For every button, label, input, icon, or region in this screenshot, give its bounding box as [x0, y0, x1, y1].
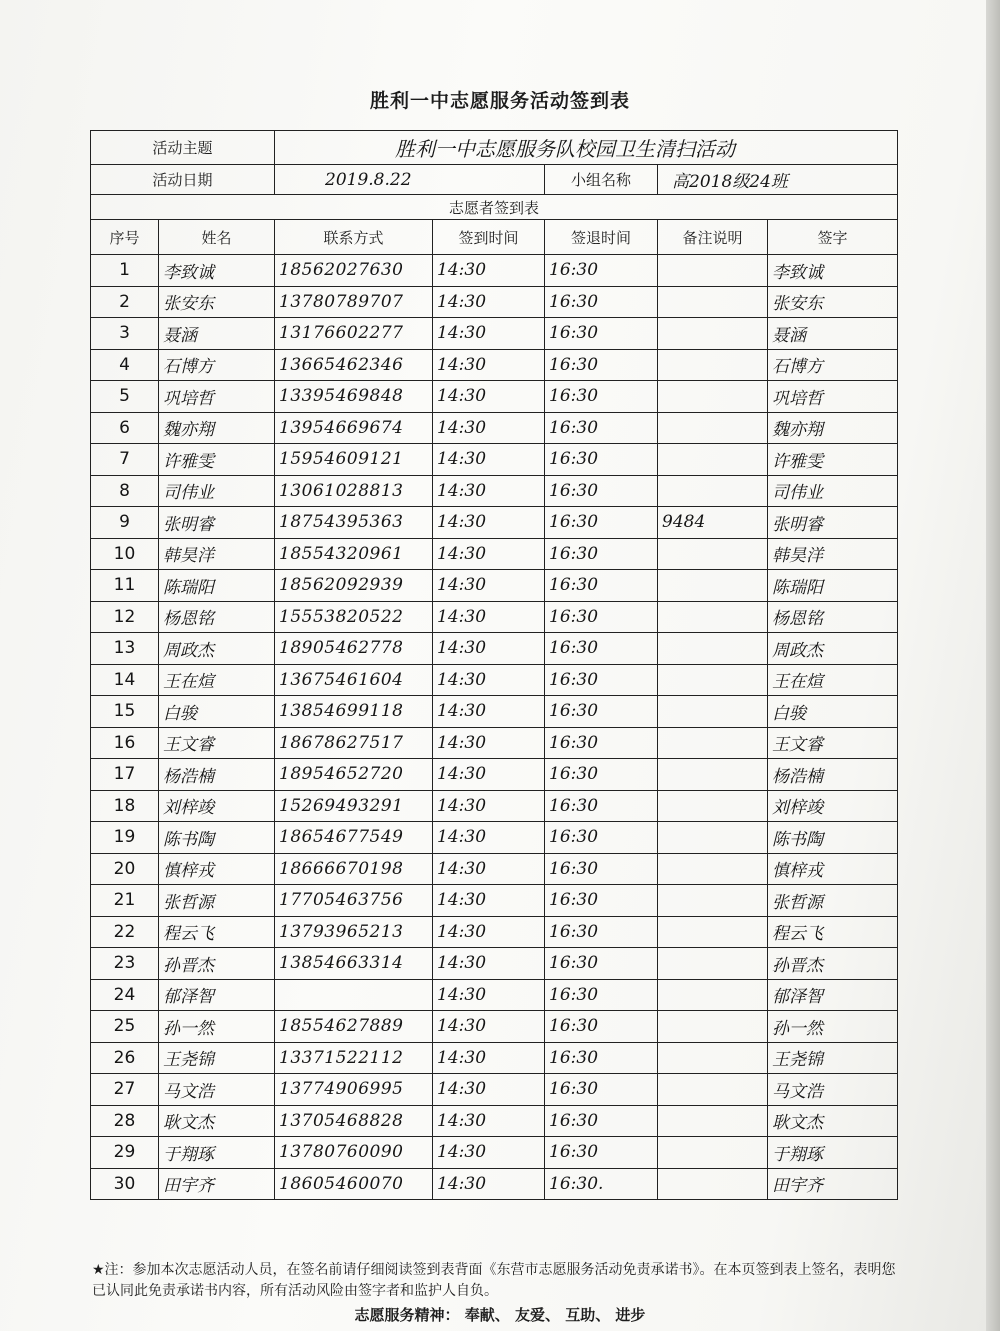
- volunteer-name: 魏亦翔: [159, 412, 275, 444]
- contact-phone: 18554627889: [275, 1011, 433, 1043]
- checkin-time: 14:30: [433, 790, 545, 822]
- signature: 田宇齐: [768, 1168, 898, 1200]
- checkin-time: 14:30: [433, 633, 545, 665]
- contact-phone: 13061028813: [275, 475, 433, 507]
- signature: 程云飞: [768, 916, 898, 948]
- table-row: [91, 1074, 898, 1106]
- table-header-row: [91, 220, 898, 255]
- signature: 马文浩: [768, 1074, 898, 1106]
- volunteer-name: 张哲源: [159, 885, 275, 917]
- volunteer-name: 于翔琢: [159, 1137, 275, 1169]
- remark: 9484: [658, 507, 768, 539]
- remark: [658, 1074, 768, 1106]
- remark: [658, 727, 768, 759]
- checkout-time: 16:30: [545, 1074, 658, 1106]
- remark: [658, 1105, 768, 1137]
- signature: 张哲源: [768, 885, 898, 917]
- signature: 周政杰: [768, 633, 898, 665]
- signature: 王在煊: [768, 664, 898, 696]
- table-row: [91, 286, 898, 318]
- header-checkin: 签到时间: [433, 220, 545, 255]
- checkin-time: 14:30: [433, 1168, 545, 1200]
- table-row: [91, 790, 898, 822]
- row-index: 10: [91, 538, 159, 570]
- checkout-time: 16:30: [545, 255, 658, 287]
- row-index: 4: [91, 349, 159, 381]
- row-index: 1: [91, 255, 159, 287]
- checkout-time: 16:30: [545, 853, 658, 885]
- remark: [658, 759, 768, 791]
- contact-phone: 18754395363: [275, 507, 433, 539]
- contact-phone: 13793965213: [275, 916, 433, 948]
- page-title: 胜利一中志愿服务活动签到表: [369, 90, 630, 112]
- header-signature: 签字: [768, 220, 898, 255]
- row-index: 12: [91, 601, 159, 633]
- table-row: [91, 444, 898, 476]
- signature: 孙晋杰: [768, 948, 898, 980]
- volunteer-name: 孙一然: [159, 1011, 275, 1043]
- table-row: [91, 853, 898, 885]
- activity-theme-value: 胜利一中志愿服务队校园卫生清扫活动: [275, 131, 898, 165]
- signature: 巩培哲: [768, 381, 898, 413]
- remark: [658, 444, 768, 476]
- checkout-time: 16:30: [545, 696, 658, 728]
- checkin-time: 14:30: [433, 853, 545, 885]
- remark: [658, 318, 768, 350]
- remark: [658, 1137, 768, 1169]
- remark: [658, 255, 768, 287]
- contact-phone: 17705463756: [275, 885, 433, 917]
- contact-phone: 18554320961: [275, 538, 433, 570]
- checkin-time: 14:30: [433, 570, 545, 602]
- checkin-time: 14:30: [433, 412, 545, 444]
- table-row: [91, 1105, 898, 1137]
- contact-phone: 18605460070: [275, 1168, 433, 1200]
- signature: 陈书陶: [768, 822, 898, 854]
- volunteer-name: 孙晋杰: [159, 948, 275, 980]
- checkout-time: 16:30: [545, 1042, 658, 1074]
- contact-phone: 15553820522: [275, 601, 433, 633]
- signature: 许雅雯: [768, 444, 898, 476]
- contact-phone: 18654677549: [275, 822, 433, 854]
- checkin-time: 14:30: [433, 727, 545, 759]
- checkin-time: 14:30: [433, 948, 545, 980]
- table-row: [91, 1137, 898, 1169]
- group-name-value: 高2018级24班: [658, 165, 898, 195]
- row-index: 9: [91, 507, 159, 539]
- row-index: 6: [91, 412, 159, 444]
- checkout-time: 16:30: [545, 286, 658, 318]
- volunteer-name: 周政杰: [159, 633, 275, 665]
- paper-edge: [986, 0, 1000, 1331]
- checkin-time: 14:30: [433, 696, 545, 728]
- activity-date-value: 2019.8.22: [275, 165, 545, 195]
- signature: 耿文杰: [768, 1105, 898, 1137]
- signature: 慎梓戎: [768, 853, 898, 885]
- checkout-time: 16:30: [545, 570, 658, 602]
- contact-phone: 13665462346: [275, 349, 433, 381]
- signature: 李致诚: [768, 255, 898, 287]
- volunteer-name: 巩培哲: [159, 381, 275, 413]
- contact-phone: 13854699118: [275, 696, 433, 728]
- table-row: [91, 979, 898, 1011]
- table-row: [91, 1011, 898, 1043]
- checkout-time: 16:30: [545, 538, 658, 570]
- checkout-time: 16:30: [545, 664, 658, 696]
- table-row: [91, 349, 898, 381]
- checkin-time: 14:30: [433, 916, 545, 948]
- row-index: 18: [91, 790, 159, 822]
- checkout-time: 16:30: [545, 475, 658, 507]
- checkin-time: 14:30: [433, 255, 545, 287]
- row-index: 26: [91, 1042, 159, 1074]
- table-row: [91, 727, 898, 759]
- checkout-time: 16:30: [545, 633, 658, 665]
- table-row: [91, 507, 898, 539]
- row-index: 8: [91, 475, 159, 507]
- contact-phone: 18954652720: [275, 759, 433, 791]
- signature: 魏亦翔: [768, 412, 898, 444]
- checkin-time: 14:30: [433, 664, 545, 696]
- table-row: [91, 538, 898, 570]
- signature: 郁泽智: [768, 979, 898, 1011]
- activity-theme-row: [91, 131, 898, 165]
- row-index: 30: [91, 1168, 159, 1200]
- volunteer-name: 张安东: [159, 286, 275, 318]
- remark: [658, 570, 768, 602]
- volunteer-name: 王文睿: [159, 727, 275, 759]
- checkin-time: 14:30: [433, 286, 545, 318]
- table-row: [91, 916, 898, 948]
- contact-phone: 13176602277: [275, 318, 433, 350]
- checkin-time: 14:30: [433, 1137, 545, 1169]
- checkout-time: 16:30: [545, 412, 658, 444]
- checkout-time: 16:30: [545, 507, 658, 539]
- table-row: [91, 664, 898, 696]
- signature: 于翔琢: [768, 1137, 898, 1169]
- contact-phone: 18562027630: [275, 255, 433, 287]
- checkin-time: 14:30: [433, 601, 545, 633]
- contact-phone: 13854663314: [275, 948, 433, 980]
- row-index: 22: [91, 916, 159, 948]
- row-index: 19: [91, 822, 159, 854]
- contact-phone: 13705468828: [275, 1105, 433, 1137]
- volunteer-name: 陈瑞阳: [159, 570, 275, 602]
- checkout-time: 16:30: [545, 916, 658, 948]
- checkin-time: 14:30: [433, 349, 545, 381]
- row-index: 21: [91, 885, 159, 917]
- remark: [658, 538, 768, 570]
- row-index: 25: [91, 1011, 159, 1043]
- volunteer-name: 许雅雯: [159, 444, 275, 476]
- checkin-time: 14:30: [433, 979, 545, 1011]
- checkout-time: 16:30: [545, 349, 658, 381]
- volunteer-name: 王尧锦: [159, 1042, 275, 1074]
- remark: [658, 1011, 768, 1043]
- row-index: 7: [91, 444, 159, 476]
- table-row: [91, 570, 898, 602]
- volunteer-name: 王在煊: [159, 664, 275, 696]
- row-index: 16: [91, 727, 159, 759]
- contact-phone: 18562092939: [275, 570, 433, 602]
- volunteer-name: 慎梓戎: [159, 853, 275, 885]
- checkout-time: 16:30: [545, 790, 658, 822]
- contact-phone: 18666670198: [275, 853, 433, 885]
- volunteer-name: 马文浩: [159, 1074, 275, 1106]
- table-row: [91, 822, 898, 854]
- table-row: [91, 601, 898, 633]
- header-name: 姓名: [159, 220, 275, 255]
- signature: 白骏: [768, 696, 898, 728]
- remark: [658, 475, 768, 507]
- signature: 张明睿: [768, 507, 898, 539]
- group-name-label: 小组名称: [545, 165, 658, 195]
- row-index: 11: [91, 570, 159, 602]
- table-row: [91, 885, 898, 917]
- header-contact: 联系方式: [275, 220, 433, 255]
- signature: 韩昊洋: [768, 538, 898, 570]
- checkout-time: 16:30.: [545, 1168, 658, 1200]
- table-row: [91, 381, 898, 413]
- volunteer-name: 李致诚: [159, 255, 275, 287]
- volunteer-name: 韩昊洋: [159, 538, 275, 570]
- contact-phone: 13780789707: [275, 286, 433, 318]
- checkout-time: 16:30: [545, 1137, 658, 1169]
- checkout-time: 16:30: [545, 885, 658, 917]
- row-index: 15: [91, 696, 159, 728]
- checkout-time: 16:30: [545, 601, 658, 633]
- section-title: 志愿者签到表: [91, 195, 898, 220]
- row-index: 23: [91, 948, 159, 980]
- remark: [658, 979, 768, 1011]
- volunteer-name: 刘梓竣: [159, 790, 275, 822]
- checkin-time: 14:30: [433, 1105, 545, 1137]
- table-row: [91, 948, 898, 980]
- table-row: [91, 1168, 898, 1200]
- row-index: 5: [91, 381, 159, 413]
- remark: [658, 664, 768, 696]
- contact-phone: 13954669674: [275, 412, 433, 444]
- volunteer-name: 杨恩铭: [159, 601, 275, 633]
- contact-phone: 13371522112: [275, 1042, 433, 1074]
- volunteer-name: 张明睿: [159, 507, 275, 539]
- table-row: [91, 255, 898, 287]
- volunteer-name: 聂涵: [159, 318, 275, 350]
- table-row: [91, 1042, 898, 1074]
- table-row: [91, 475, 898, 507]
- header-checkout: 签退时间: [545, 220, 658, 255]
- remark: [658, 1168, 768, 1200]
- signature: 聂涵: [768, 318, 898, 350]
- table-row: [91, 412, 898, 444]
- signature: 张安东: [768, 286, 898, 318]
- contact-phone: 18678627517: [275, 727, 433, 759]
- table-row: [91, 633, 898, 665]
- volunteer-name: 司伟业: [159, 475, 275, 507]
- section-title-row: [91, 195, 898, 220]
- checkout-time: 16:30: [545, 979, 658, 1011]
- checkin-time: 14:30: [433, 507, 545, 539]
- remark: [658, 349, 768, 381]
- contact-phone: 13774906995: [275, 1074, 433, 1106]
- remark: [658, 1042, 768, 1074]
- volunteer-name: 郁泽智: [159, 979, 275, 1011]
- checkin-time: 14:30: [433, 759, 545, 791]
- contact-phone: 18905462778: [275, 633, 433, 665]
- contact-phone: 15954609121: [275, 444, 433, 476]
- remark: [658, 381, 768, 413]
- checkout-time: 16:30: [545, 948, 658, 980]
- checkin-time: 14:30: [433, 1042, 545, 1074]
- table-row: [91, 318, 898, 350]
- remark: [658, 885, 768, 917]
- signature: 石博方: [768, 349, 898, 381]
- volunteer-name: 杨浩楠: [159, 759, 275, 791]
- row-index: 28: [91, 1105, 159, 1137]
- activity-date-row: [91, 165, 898, 195]
- remark: [658, 853, 768, 885]
- checkout-time: 16:30: [545, 727, 658, 759]
- contact-phone: 15269493291: [275, 790, 433, 822]
- remark: [658, 696, 768, 728]
- checkout-time: 16:30: [545, 381, 658, 413]
- remark: [658, 286, 768, 318]
- checkout-time: 16:30: [545, 1105, 658, 1137]
- row-index: 3: [91, 318, 159, 350]
- activity-theme-label: 活动主题: [91, 131, 275, 165]
- signature: 刘梓竣: [768, 790, 898, 822]
- checkout-time: 16:30: [545, 318, 658, 350]
- table-row: [91, 759, 898, 791]
- contact-phone: 13675461604: [275, 664, 433, 696]
- volunteer-name: 白骏: [159, 696, 275, 728]
- header-remarks: 备注说明: [658, 220, 768, 255]
- row-index: 2: [91, 286, 159, 318]
- contact-phone: [275, 979, 433, 1011]
- checkin-time: 14:30: [433, 318, 545, 350]
- row-index: 20: [91, 853, 159, 885]
- row-index: 13: [91, 633, 159, 665]
- signature: 杨浩楠: [768, 759, 898, 791]
- sign-in-table: [90, 130, 898, 1200]
- signature: 陈瑞阳: [768, 570, 898, 602]
- row-index: 27: [91, 1074, 159, 1106]
- row-index: 29: [91, 1137, 159, 1169]
- signature: 孙一然: [768, 1011, 898, 1043]
- checkin-time: 14:30: [433, 1074, 545, 1106]
- table-row: [91, 696, 898, 728]
- row-index: 14: [91, 664, 159, 696]
- checkin-time: 14:30: [433, 1011, 545, 1043]
- checkout-time: 16:30: [545, 1011, 658, 1043]
- checkout-time: 16:30: [545, 759, 658, 791]
- checkin-time: 14:30: [433, 822, 545, 854]
- volunteer-name: 陈书陶: [159, 822, 275, 854]
- remark: [658, 412, 768, 444]
- volunteer-spirit: 志愿服务精神： 奉献、 友爱、 互助、 进步: [354, 1306, 646, 1324]
- signature: 杨恩铭: [768, 601, 898, 633]
- contact-phone: 13780760090: [275, 1137, 433, 1169]
- checkin-time: 14:30: [433, 444, 545, 476]
- checkout-time: 16:30: [545, 822, 658, 854]
- remark: [658, 822, 768, 854]
- checkout-time: 16:30: [545, 444, 658, 476]
- checkin-time: 14:30: [433, 381, 545, 413]
- volunteer-name: 田宇齐: [159, 1168, 275, 1200]
- activity-date-label: 活动日期: [91, 165, 275, 195]
- row-index: 17: [91, 759, 159, 791]
- remark: [658, 916, 768, 948]
- volunteer-name: 石博方: [159, 349, 275, 381]
- row-index: 24: [91, 979, 159, 1011]
- checkin-time: 14:30: [433, 475, 545, 507]
- remark: [658, 601, 768, 633]
- volunteer-name: 程云飞: [159, 916, 275, 948]
- checkin-time: 14:30: [433, 538, 545, 570]
- remark: [658, 790, 768, 822]
- contact-phone: 13395469848: [275, 381, 433, 413]
- footnote: ★注：参加本次志愿活动人员，在签名前请仔细阅读签到表背面《东营市志愿服务活动免责承诺书》。在本页签到表上签名，表明您已认同此免责承诺书内容，所有活动风险由签字者和监护人自负。: [92, 1262, 896, 1299]
- checkin-time: 14:30: [433, 885, 545, 917]
- header-index: 序号: [91, 220, 159, 255]
- signature: 王文睿: [768, 727, 898, 759]
- remark: [658, 633, 768, 665]
- volunteer-name: 耿文杰: [159, 1105, 275, 1137]
- remark: [658, 948, 768, 980]
- signature: 王尧锦: [768, 1042, 898, 1074]
- signature: 司伟业: [768, 475, 898, 507]
